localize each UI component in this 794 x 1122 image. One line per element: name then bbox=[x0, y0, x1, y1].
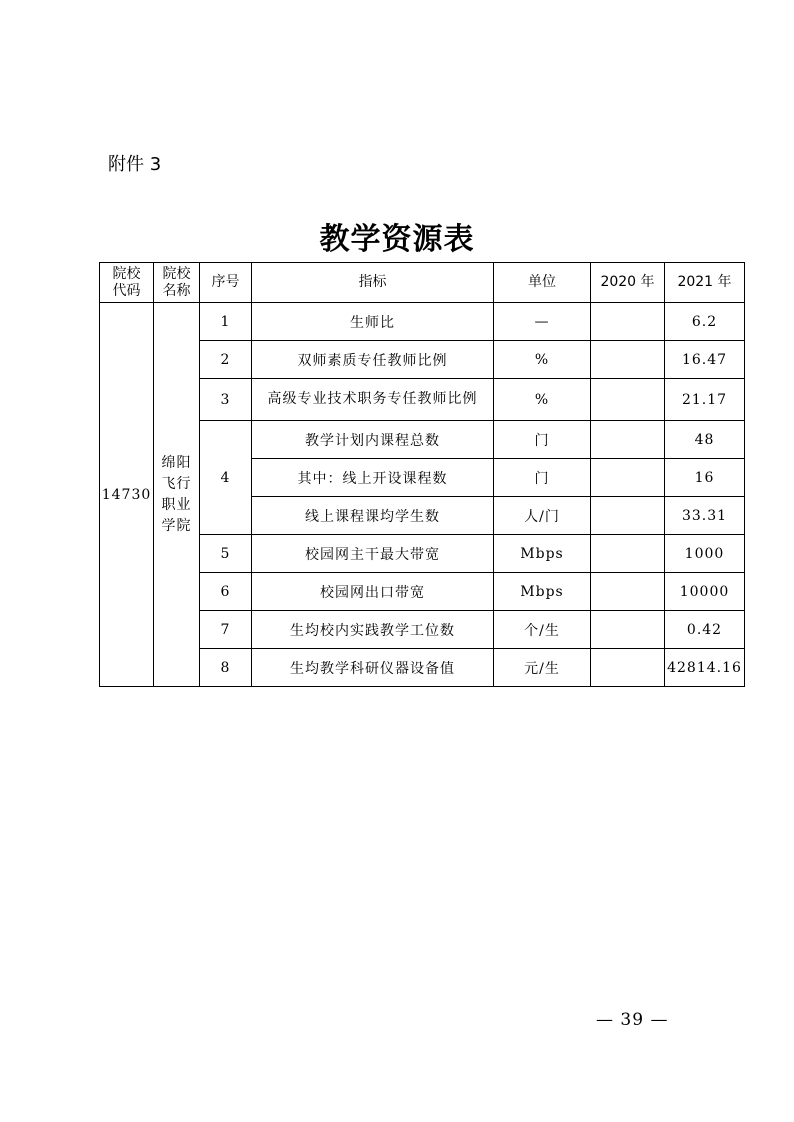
indicator-cell: 教学计划内课程总数 bbox=[252, 421, 494, 459]
y2021-cell: 10000 bbox=[665, 573, 745, 611]
y2021-cell: 1000 bbox=[665, 535, 745, 573]
attachment-label: 附件 3 bbox=[108, 154, 162, 175]
indicator-cell: 线上课程课均学生数 bbox=[252, 497, 494, 535]
unit-cell: 个/生 bbox=[494, 611, 591, 649]
unit-cell: % bbox=[494, 379, 591, 421]
y2020-cell bbox=[591, 611, 665, 649]
unit-cell: Mbps bbox=[494, 573, 591, 611]
y2021-cell: 16.47 bbox=[665, 341, 745, 379]
header-school-name: 院校 名称 bbox=[154, 263, 200, 303]
header-indicator: 指标 bbox=[252, 263, 494, 303]
y2020-cell bbox=[591, 459, 665, 497]
header-seq: 序号 bbox=[200, 263, 252, 303]
teaching-resources-table bbox=[99, 262, 745, 687]
header-2021: 2021 年 bbox=[665, 263, 745, 303]
header-unit: 单位 bbox=[494, 263, 591, 303]
unit-cell: 门 bbox=[494, 421, 591, 459]
page-number: — 39 — bbox=[596, 1010, 669, 1030]
y2021-cell: 48 bbox=[665, 421, 745, 459]
header-school-code: 院校 代码 bbox=[100, 263, 154, 303]
table-header-row bbox=[100, 263, 745, 303]
y2020-cell bbox=[591, 649, 665, 687]
y2021-cell: 16 bbox=[665, 459, 745, 497]
school-code-cell: 14730 bbox=[100, 303, 154, 687]
unit-cell: Mbps bbox=[494, 535, 591, 573]
y2021-cell: 42814.16 bbox=[665, 649, 745, 687]
indicator-cell: 高级专业技术职务专任教师比例 bbox=[252, 379, 494, 421]
y2020-cell bbox=[591, 379, 665, 421]
y2020-cell bbox=[591, 303, 665, 341]
seq-cell: 4 bbox=[200, 421, 252, 535]
y2020-cell bbox=[591, 497, 665, 535]
unit-cell: 人/门 bbox=[494, 497, 591, 535]
y2020-cell bbox=[591, 341, 665, 379]
seq-cell: 6 bbox=[200, 573, 252, 611]
header-2020: 2020 年 bbox=[591, 263, 665, 303]
table-row bbox=[100, 303, 745, 341]
unit-cell: — bbox=[494, 303, 591, 341]
indicator-cell: 双师素质专任教师比例 bbox=[252, 341, 494, 379]
seq-cell: 7 bbox=[200, 611, 252, 649]
unit-cell: 元/生 bbox=[494, 649, 591, 687]
indicator-cell: 生师比 bbox=[252, 303, 494, 341]
unit-cell: % bbox=[494, 341, 591, 379]
seq-cell: 3 bbox=[200, 379, 252, 421]
seq-cell: 2 bbox=[200, 341, 252, 379]
indicator-cell: 生均校内实践教学工位数 bbox=[252, 611, 494, 649]
page-title: 教学资源表 bbox=[319, 222, 475, 257]
y2021-cell: 21.17 bbox=[665, 379, 745, 421]
y2021-cell: 33.31 bbox=[665, 497, 745, 535]
y2020-cell bbox=[591, 421, 665, 459]
unit-cell: 门 bbox=[494, 459, 591, 497]
y2020-cell bbox=[591, 535, 665, 573]
indicator-cell: 其中：线上开设课程数 bbox=[252, 459, 494, 497]
seq-cell: 8 bbox=[200, 649, 252, 687]
y2020-cell bbox=[591, 573, 665, 611]
seq-cell: 1 bbox=[200, 303, 252, 341]
school-name-cell: 绵阳 飞行 职业 学院 bbox=[154, 303, 200, 687]
y2021-cell: 0.42 bbox=[665, 611, 745, 649]
indicator-cell: 生均教学科研仪器设备值 bbox=[252, 649, 494, 687]
seq-cell: 5 bbox=[200, 535, 252, 573]
y2021-cell: 6.2 bbox=[665, 303, 745, 341]
indicator-cell: 校园网主干最大带宽 bbox=[252, 535, 494, 573]
indicator-cell: 校园网出口带宽 bbox=[252, 573, 494, 611]
